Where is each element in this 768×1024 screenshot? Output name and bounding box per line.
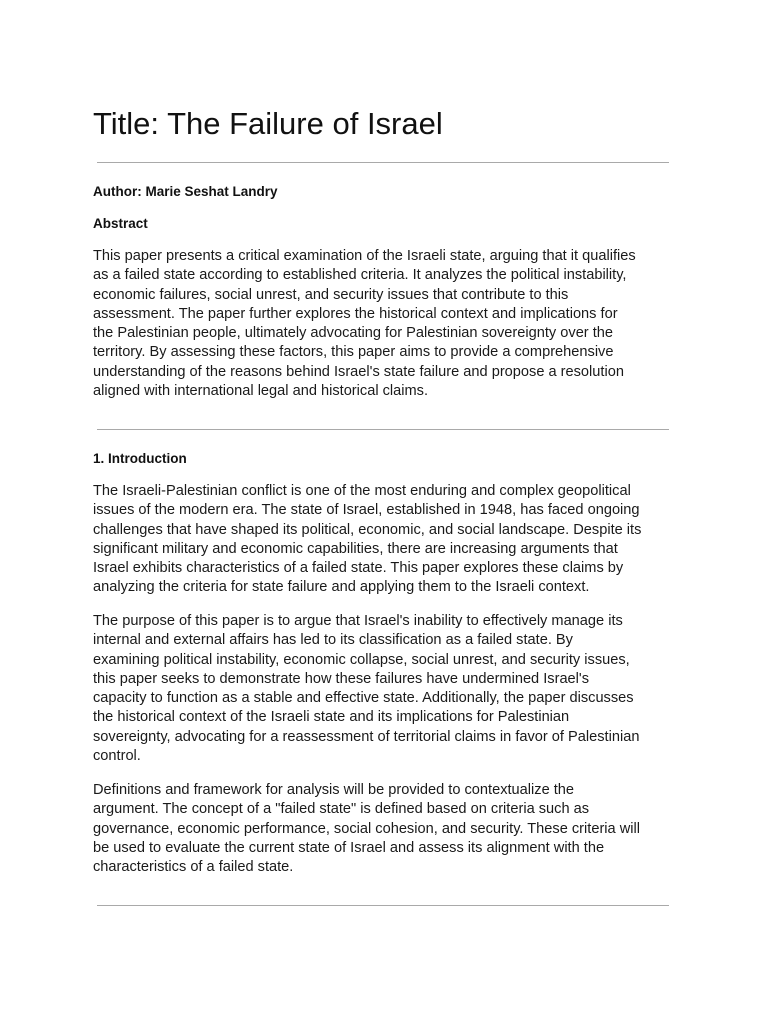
abstract-line: This paper presents a critical examination of the Israeli state, arguing that it qualifies xyxy=(93,248,636,264)
intro-p3-line: argument. The concept of a "failed state" is defined based on criteria such as xyxy=(93,801,590,818)
abstract-line: understanding of the reasons behind Israel's state failure and propose a resolution xyxy=(93,363,624,380)
divider-after-abstract xyxy=(97,429,669,430)
intro-paragraph-3 xyxy=(93,781,678,877)
intro-p1-line: issues of the modern era. The state of Israel, established in 1948, has faced ongoing xyxy=(93,502,640,519)
intro-p3-line: governance, economic performance, social cohesion, and security. These criteria will xyxy=(93,820,640,837)
intro-p2-line: internal and external affairs has led to its classification as a failed state. By xyxy=(93,632,573,649)
section-heading-introduction: 1. Introduction xyxy=(93,451,187,466)
intro-p2-line: examining political instability, economic collapse, social unrest, and security issues, xyxy=(93,651,630,668)
intro-p2-line: sovereignty, advocating for a reassessment of territorial claims in favor of Palestinian xyxy=(93,728,640,745)
abstract-line: economic failures, social unrest, and security issues that contribute to this xyxy=(93,286,569,303)
author-line: Author: Marie Seshat Landry xyxy=(93,184,278,199)
intro-p2-line: the historical context of the Israeli state and its implications for Palestinian xyxy=(93,709,570,726)
intro-p1-line: challenges that have shaped its political, economic, and social landscape. Despite its xyxy=(93,521,642,538)
intro-p1-line: Israel exhibits characteristics of a failed state. This paper explores these claims by xyxy=(93,560,624,577)
abstract-line: aligned with international legal and historical claims. xyxy=(93,383,429,400)
abstract-line: the Palestinian people, ultimately advocating for Palestinian sovereignty over the xyxy=(93,325,614,342)
intro-p3-line: Definitions and framework for analysis will be provided to contextualize the xyxy=(93,782,575,798)
abstract-line: assessment. The paper further explores the historical context and implications for xyxy=(93,305,618,322)
intro-p1-line: significant military and economic capabilities, there are increasing arguments that xyxy=(93,540,618,557)
abstract-heading: Abstract xyxy=(93,216,148,231)
intro-p3-line: characteristics of a failed state. xyxy=(93,859,294,876)
abstract-line: territory. By assessing these factors, this paper aims to provide a comprehensive xyxy=(93,344,614,361)
intro-paragraph-1 xyxy=(93,482,678,598)
intro-p1-line: analyzing the criteria for state failure and applying them to the Israeli context. xyxy=(93,579,590,596)
intro-p3-line: be used to evaluate the current state of Israel and assess its alignment with the xyxy=(93,839,605,856)
abstract-line: as a failed state according to established criteria. It analyzes the political instability, xyxy=(93,267,627,284)
divider-after-title xyxy=(97,162,669,163)
intro-p2-line: The purpose of this paper is to argue that Israel's inability to effectively manage its xyxy=(93,613,623,629)
intro-p2-line: control. xyxy=(93,748,141,765)
intro-p2-line: capacity to function as a stable and effective state. Additionally, the paper discusses xyxy=(93,690,634,707)
abstract-paragraph xyxy=(93,247,678,401)
intro-p1-line: The Israeli-Palestinian conflict is one of the most enduring and complex geopolitical xyxy=(93,483,631,499)
document-title: Title: The Failure of Israel xyxy=(93,106,443,141)
intro-paragraph-2 xyxy=(93,612,678,766)
divider-after-introduction xyxy=(97,905,669,906)
intro-p2-line: this paper seeks to demonstrate how these failures have undermined Israel's xyxy=(93,670,590,687)
